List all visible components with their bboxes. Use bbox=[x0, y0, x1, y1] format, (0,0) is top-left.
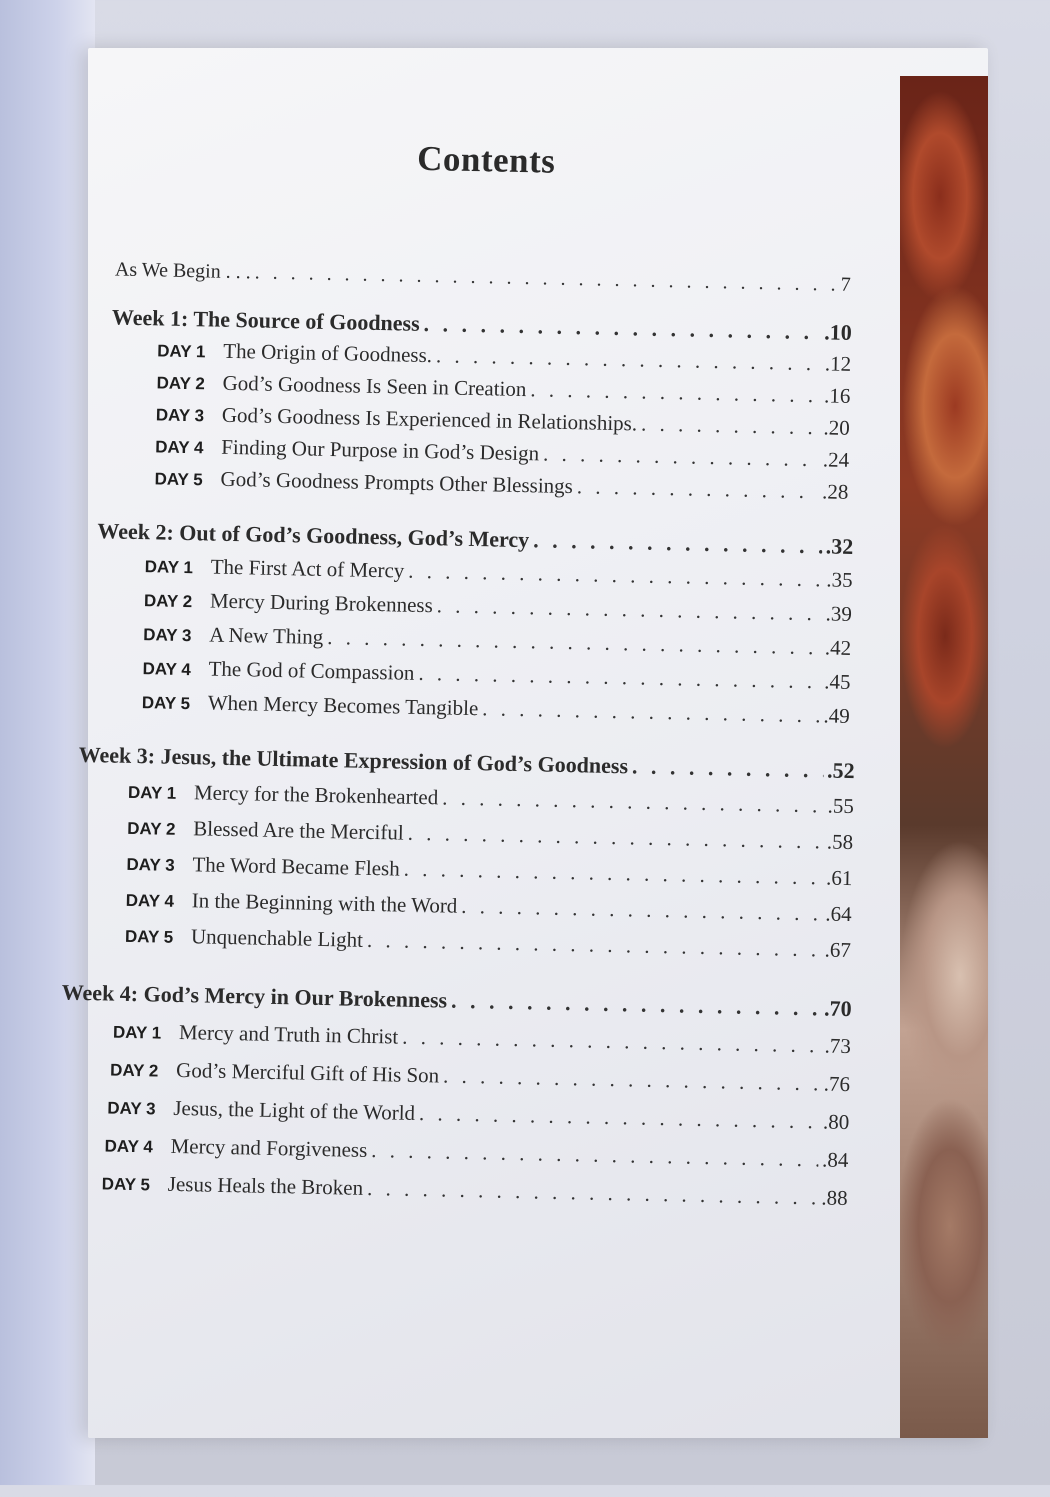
day-label: DAY 4 bbox=[125, 890, 175, 911]
leader-dots bbox=[641, 412, 820, 441]
entry-label: Mercy and Forgiveness bbox=[170, 1133, 368, 1162]
leader-dots bbox=[482, 696, 820, 728]
day-label: DAY 1 bbox=[127, 782, 177, 803]
leader-dots bbox=[436, 343, 821, 376]
day-label: DAY 2 bbox=[127, 818, 176, 839]
entry-label: The First Act of Mercy bbox=[210, 554, 405, 583]
page-title: Contents bbox=[416, 138, 556, 181]
week-title: Week 4: God’s Mercy in Our Brokenness bbox=[61, 979, 448, 1013]
entry-label: God’s Goodness Prompts Other Blessings bbox=[220, 466, 574, 499]
leader-dots bbox=[530, 377, 820, 408]
leader-dots bbox=[254, 261, 837, 296]
toc-day-entry bbox=[125, 887, 851, 927]
week-title: Week 2: Out of God’s Goodness, God’s Mercy bbox=[97, 518, 530, 553]
toc-day-entry bbox=[144, 553, 852, 593]
entry-label: In the Beginning with the Word bbox=[191, 888, 458, 918]
toc-day-entry bbox=[154, 465, 848, 505]
page-number: 7 bbox=[840, 273, 852, 296]
toc-entry-intro bbox=[115, 258, 851, 296]
entry-label: Jesus Heals the Broken bbox=[167, 1171, 364, 1200]
week-title: Week 3: Jesus, the Ultimate Expression of God’s Goodness bbox=[78, 741, 629, 779]
entry-label: Blessed Are the Merciful bbox=[193, 816, 404, 845]
entry-label: The Word Became Flesh bbox=[192, 852, 401, 881]
toc-day-entry bbox=[104, 1132, 848, 1173]
toc-week-heading bbox=[78, 742, 854, 784]
entry-label: God’s Merciful Gift of His Son bbox=[175, 1057, 440, 1088]
leader-dots bbox=[367, 928, 821, 962]
leader-dots bbox=[403, 857, 822, 891]
entry-label: Finding Our Purpose in God’s Design bbox=[220, 434, 540, 466]
entry-label: God’s Goodness Is Seen in Creation bbox=[222, 370, 527, 402]
entry-label: Mercy and Truth in Christ bbox=[178, 1019, 399, 1049]
toc-day-entry bbox=[107, 1094, 849, 1135]
day-label: DAY 2 bbox=[156, 373, 205, 394]
day-label: DAY 3 bbox=[155, 405, 205, 426]
page-number: .52 bbox=[826, 757, 855, 784]
leader-dots bbox=[533, 527, 822, 559]
entry-label: Mercy for the Brokenhearted bbox=[193, 780, 439, 810]
page-number: .16 bbox=[823, 383, 851, 408]
toc-day-entry bbox=[110, 1057, 850, 1097]
entry-label: A New Thing bbox=[209, 622, 324, 649]
toc-day-entry bbox=[128, 779, 854, 819]
day-label: DAY 5 bbox=[101, 1174, 151, 1195]
leader-dots bbox=[423, 311, 820, 345]
week-title: Week 1: The Source of Goodness bbox=[111, 304, 420, 336]
page-number: .70 bbox=[823, 995, 852, 1022]
entry-label: God’s Goodness Is Experienced in Relationships. bbox=[221, 402, 638, 436]
page-number: .58 bbox=[826, 829, 854, 855]
toc-day-entry bbox=[144, 587, 852, 627]
page-number: .12 bbox=[824, 351, 852, 376]
page-number: .67 bbox=[824, 937, 852, 963]
leader-dots bbox=[371, 1138, 818, 1172]
leader-dots bbox=[402, 1025, 821, 1059]
page-number: .24 bbox=[822, 447, 850, 472]
page-number: .45 bbox=[823, 669, 851, 694]
leader-dots bbox=[461, 894, 822, 927]
leader-dots bbox=[407, 821, 823, 855]
page-number: .49 bbox=[823, 703, 851, 728]
page-number: .55 bbox=[827, 793, 855, 819]
toc-day-entry bbox=[126, 851, 852, 891]
entry-label: Jesus, the Light of the World bbox=[173, 1095, 416, 1125]
leader-dots bbox=[443, 1064, 820, 1097]
day-label: DAY 5 bbox=[154, 469, 203, 490]
day-label: DAY 3 bbox=[126, 854, 175, 875]
page-number: .64 bbox=[825, 901, 852, 927]
leader-dots bbox=[577, 474, 819, 504]
entry-label: When Mercy Becomes Tangible bbox=[207, 690, 479, 721]
day-label: DAY 4 bbox=[104, 1136, 153, 1157]
entry-label: Unquenchable Light bbox=[190, 924, 364, 952]
entry-label: Mercy During Brokenness bbox=[209, 588, 434, 618]
day-label: DAY 5 bbox=[124, 926, 174, 947]
day-label: DAY 3 bbox=[143, 625, 192, 646]
day-label: DAY 2 bbox=[109, 1060, 159, 1081]
leader-dots bbox=[442, 785, 824, 818]
entry-label: The God of Compassion bbox=[208, 656, 415, 685]
toc-day-entry bbox=[142, 689, 850, 729]
leader-dots bbox=[367, 1176, 818, 1210]
page-number: .10 bbox=[824, 319, 853, 345]
day-label: DAY 1 bbox=[144, 557, 194, 578]
page-number: .84 bbox=[821, 1147, 849, 1173]
leader-dots bbox=[437, 593, 822, 626]
page-number: .28 bbox=[821, 479, 849, 504]
leader-dots bbox=[543, 441, 819, 472]
page-number: .88 bbox=[821, 1185, 848, 1211]
day-label: DAY 2 bbox=[143, 591, 193, 612]
leader-dots bbox=[419, 1101, 819, 1134]
leader-dots bbox=[632, 753, 824, 783]
day-label: DAY 3 bbox=[107, 1098, 156, 1119]
page-number: .42 bbox=[824, 635, 852, 660]
page-number: .35 bbox=[826, 567, 853, 592]
toc-day-entry bbox=[143, 621, 851, 661]
leader-dots bbox=[327, 625, 821, 660]
day-label: DAY 1 bbox=[112, 1022, 162, 1043]
page-number: .20 bbox=[823, 415, 851, 440]
page-number: .73 bbox=[824, 1033, 852, 1059]
page-number: .32 bbox=[825, 533, 854, 559]
entry-label: The Origin of Goodness. bbox=[223, 338, 433, 368]
page-number: .61 bbox=[825, 865, 853, 891]
day-label: DAY 1 bbox=[157, 341, 206, 362]
toc-day-entry bbox=[125, 923, 851, 963]
toc-day-entry bbox=[127, 815, 853, 855]
day-label: DAY 4 bbox=[142, 659, 191, 680]
page-number: .76 bbox=[823, 1071, 851, 1097]
page-number: .39 bbox=[825, 601, 853, 626]
entry-label: As We Begin . . . bbox=[114, 258, 251, 284]
toc-day-entry bbox=[102, 1170, 848, 1211]
toc-week-heading bbox=[62, 980, 852, 1023]
leader-dots bbox=[451, 988, 821, 1022]
toc-day-entry bbox=[142, 655, 850, 695]
day-label: DAY 5 bbox=[141, 693, 191, 714]
leader-dots bbox=[418, 661, 820, 694]
toc-day-entry bbox=[113, 1019, 851, 1059]
page-number: .80 bbox=[822, 1109, 850, 1135]
leader-dots bbox=[408, 559, 823, 593]
day-label: DAY 4 bbox=[155, 437, 204, 458]
